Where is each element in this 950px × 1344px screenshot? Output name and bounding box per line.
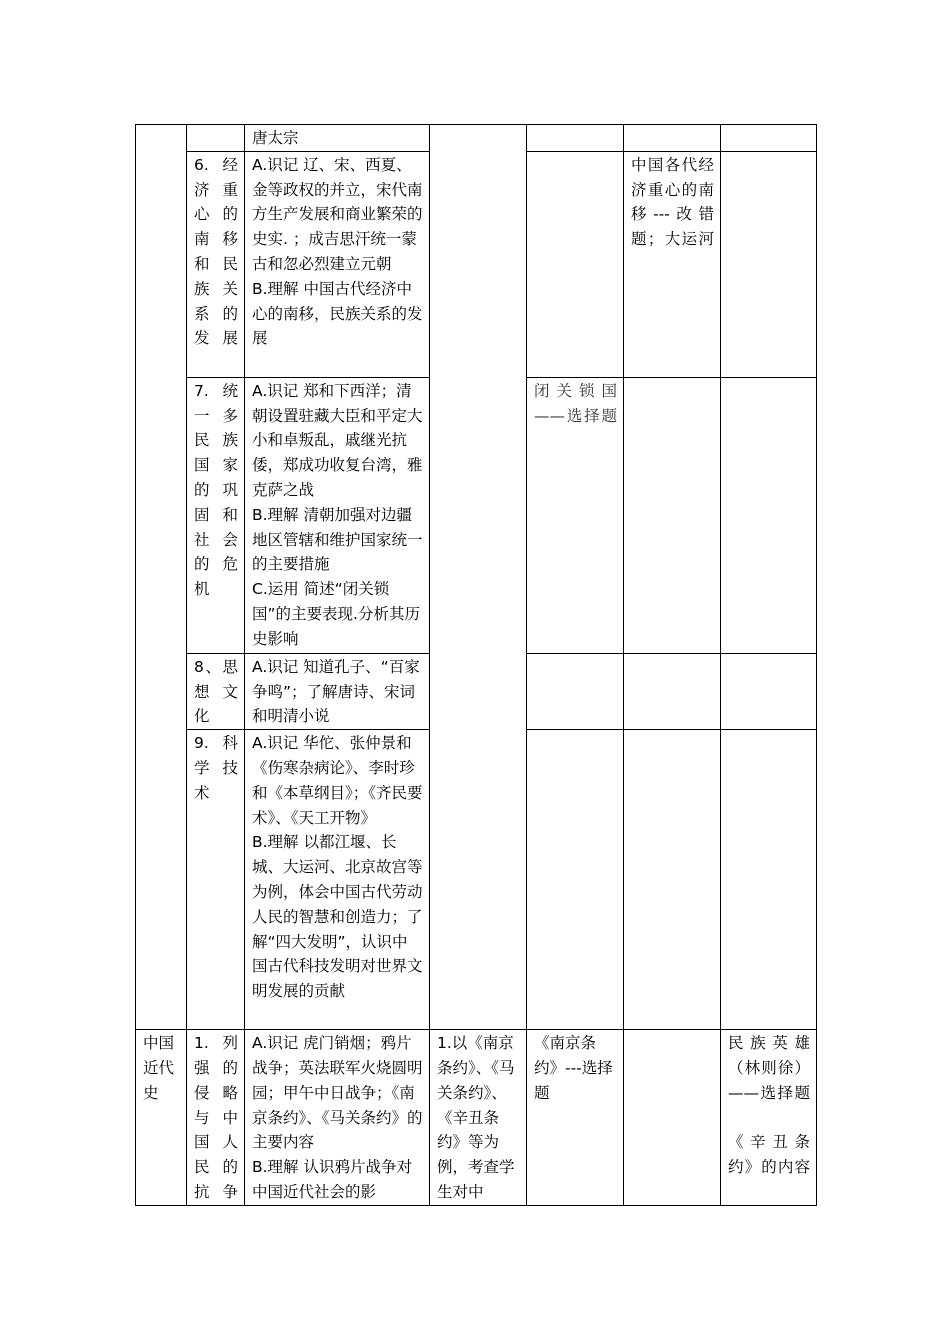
requirement-cell: 1.以《南京条约》、《马关条约》、《辛丑条约》等为例，考查学生对中 (430, 1030, 527, 1206)
exam-cell (721, 151, 817, 377)
exam-note: 民族英雄（林则徐）——选择题 (728, 1034, 810, 1102)
exam-cell (527, 125, 624, 152)
table-row (136, 1030, 817, 1206)
objective-line: A.识记 华佗、张仲景和《伤寒杂病论》、李时珍和《本草纲目》；《齐民要术》、《天工开物》 (252, 734, 423, 827)
topic-cell (187, 125, 245, 152)
objectives-cell (245, 151, 430, 377)
objective-line: A.识记 虎门销烟；鸦片战争；英法联军火烧圆明园；甲午中日战争；《南京条约》、《马关条约》的主要内容 (252, 1034, 423, 1152)
objectives-cell (245, 653, 430, 729)
objective-line: B.理解 认识鸦片战争对中国近代社会的影 (252, 1158, 412, 1201)
objective-line: B.理解 以都江堰、长城、大运河、北京故宫等为例，体会中国古代劳动人民的智慧和创造力；了解“四大发明”，认识中国古代科技发明对世界文明发展的贡献 (252, 833, 423, 1001)
objective-line: A.识记 知道孔子、“百家争鸣”；了解唐诗、宋词和明清小说 (252, 657, 420, 726)
exam-cell (624, 1030, 721, 1206)
exam-cell (624, 653, 721, 729)
topic-cell: 1. 列强的侵略与中国人民的抗争 (187, 1030, 245, 1206)
topic-cell: 9. 科学技术 (187, 730, 245, 1030)
exam-cell (721, 125, 817, 152)
exam-cell: 闭关锁国——选择题 (527, 377, 624, 653)
exam-cell (624, 730, 721, 1030)
exam-cell: 《南京条约》---选择题 (527, 1030, 624, 1206)
period-cell: 中国近代史 (136, 1030, 187, 1206)
exam-cell (624, 377, 721, 653)
objectives-cell (245, 377, 430, 653)
exam-cell (527, 653, 624, 729)
exam-cell (721, 653, 817, 729)
objectives-cell (245, 1030, 430, 1206)
period-cell-blank (136, 125, 187, 1030)
objective-line: B.理解 中国古代经济中心的南移，民族关系的发展 (252, 279, 423, 348)
requirement-cell (430, 125, 527, 1030)
objective-line: A.识记 郑和下西洋；清朝设置驻藏大臣和平定大小和卓叛乱，戚继光抗倭，郑成功收复台湾，雅克萨之战 (252, 381, 423, 499)
exam-cell (527, 151, 624, 377)
topic-cell: 6. 经济重心的南移和民族关系的发展 (187, 151, 245, 377)
objectives-cell: 唐太宗 (245, 125, 430, 152)
syllabus-table (135, 124, 817, 1206)
objective-line: B.理解 清朝加强对边疆地区管辖和维护国家统一的主要措施 (252, 505, 423, 574)
spacer (728, 1106, 810, 1131)
objectives-cell (245, 730, 430, 1030)
exam-cell (624, 125, 721, 152)
exam-cell (721, 730, 817, 1030)
exam-cell (721, 377, 817, 653)
exam-cell: 中国各代经济重心的南移---改错题；大运河 (624, 151, 721, 377)
objective-line: C.运用 简述“闭关锁国”的主要表现.分析其历史影响 (252, 580, 420, 648)
objective-line: A.识记 辽、宋、西夏、金等政权的并立，宋代南方生产发展和商业繁荣的史实. ；成吉思汗统一蒙古和忽必烈建立元朝 (252, 155, 423, 273)
exam-note: 《辛丑条约》的内容 (728, 1133, 810, 1177)
exam-cell (721, 1030, 817, 1206)
exam-cell (527, 730, 624, 1030)
topic-cell: 8、思想文化 (187, 653, 245, 729)
topic-cell: 7. 统一多民族国家的巩固和社会的危机 (187, 377, 245, 653)
table-row (136, 125, 817, 152)
